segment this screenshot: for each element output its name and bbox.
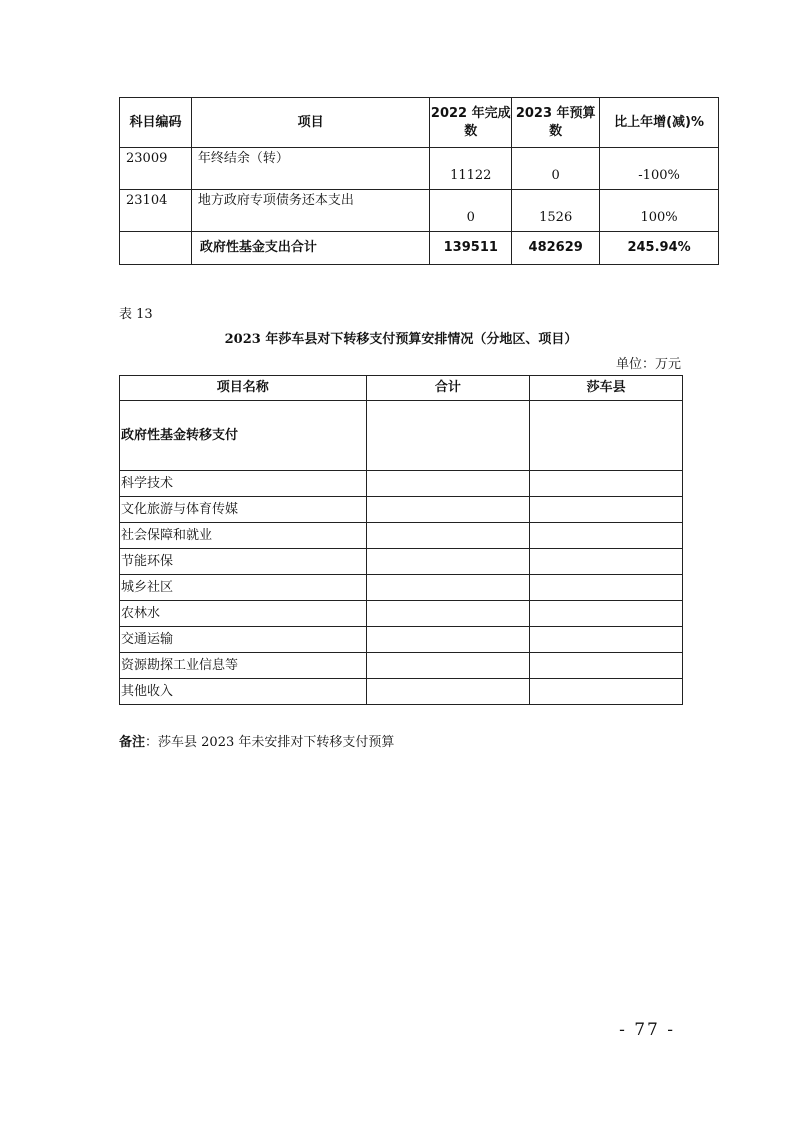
government-fund-expenditure-table xyxy=(119,97,719,265)
table-row xyxy=(120,549,683,575)
table-row xyxy=(120,679,683,705)
unit-label: 单位：万元 xyxy=(615,357,681,372)
row-county xyxy=(530,549,683,575)
footnote-label: 备注 xyxy=(119,735,146,750)
row-done-2022: 0 xyxy=(430,190,512,232)
row-change: -100% xyxy=(600,148,719,190)
row-county xyxy=(530,653,683,679)
row-county xyxy=(530,497,683,523)
page-number: - 77 - xyxy=(619,1020,675,1040)
row-county xyxy=(530,679,683,705)
table-header-row xyxy=(120,98,719,148)
row-name: 交通运输 xyxy=(120,627,367,653)
row-name: 政府性基金转移支付 xyxy=(120,401,367,471)
total-budget-2023: 482629 xyxy=(512,232,600,265)
row-name: 城乡社区 xyxy=(120,575,367,601)
row-total xyxy=(366,401,530,471)
table-row xyxy=(120,575,683,601)
row-name: 资源勘探工业信息等 xyxy=(120,653,367,679)
row-total xyxy=(366,575,530,601)
row-item: 地方政府专项债务还本支出 xyxy=(191,190,429,232)
row-item: 年终结余（转） xyxy=(191,148,429,190)
table-row xyxy=(120,471,683,497)
row-name: 社会保障和就业 xyxy=(120,523,367,549)
row-total xyxy=(366,601,530,627)
row-name: 农林水 xyxy=(120,601,367,627)
row-name: 节能环保 xyxy=(120,549,367,575)
row-total xyxy=(366,627,530,653)
row-total xyxy=(366,679,530,705)
row-total xyxy=(366,471,530,497)
row-done-2022: 11122 xyxy=(430,148,512,190)
table-row xyxy=(120,148,719,190)
table-row xyxy=(120,601,683,627)
transfer-payment-table xyxy=(119,375,683,705)
row-name: 其他收入 xyxy=(120,679,367,705)
table-row xyxy=(120,627,683,653)
header-done-2022: 2022 年完成数 xyxy=(430,98,512,148)
header-county: 莎车县 xyxy=(530,376,683,401)
table-title: 2023 年莎车县对下转移支付预算安排情况（分地区、项目） xyxy=(224,332,578,347)
row-county xyxy=(530,627,683,653)
row-budget-2023: 0 xyxy=(512,148,600,190)
table-number: 表 13 xyxy=(119,307,153,322)
row-code: 23009 xyxy=(120,148,192,190)
row-name: 科学技术 xyxy=(120,471,367,497)
total-item: 政府性基金支出合计 xyxy=(191,232,429,265)
table-row xyxy=(120,401,683,471)
row-total xyxy=(366,523,530,549)
table-row xyxy=(120,190,719,232)
total-change: 245.94% xyxy=(600,232,719,265)
row-county xyxy=(530,523,683,549)
row-county xyxy=(530,575,683,601)
footnote-text: ：莎车县 2023 年未安排对下转移支付预算 xyxy=(145,735,395,750)
row-name: 文化旅游与体育传媒 xyxy=(120,497,367,523)
header-total: 合计 xyxy=(366,376,530,401)
row-change: 100% xyxy=(600,190,719,232)
total-done-2022: 139511 xyxy=(430,232,512,265)
row-total xyxy=(366,549,530,575)
table-row xyxy=(120,653,683,679)
header-code: 科目编码 xyxy=(120,98,192,148)
table-row xyxy=(120,523,683,549)
row-county xyxy=(530,471,683,497)
row-budget-2023: 1526 xyxy=(512,190,600,232)
table-header-row xyxy=(120,376,683,401)
total-row xyxy=(120,232,719,265)
header-name: 项目名称 xyxy=(120,376,367,401)
row-total xyxy=(366,497,530,523)
row-code: 23104 xyxy=(120,190,192,232)
header-change: 比上年增(减)% xyxy=(600,98,719,148)
total-code xyxy=(120,232,192,265)
table-row xyxy=(120,497,683,523)
footnote xyxy=(119,731,394,750)
row-county xyxy=(530,601,683,627)
header-item: 项目 xyxy=(191,98,429,148)
row-county xyxy=(530,401,683,471)
header-budget-2023: 2023 年预算数 xyxy=(512,98,600,148)
row-total xyxy=(366,653,530,679)
